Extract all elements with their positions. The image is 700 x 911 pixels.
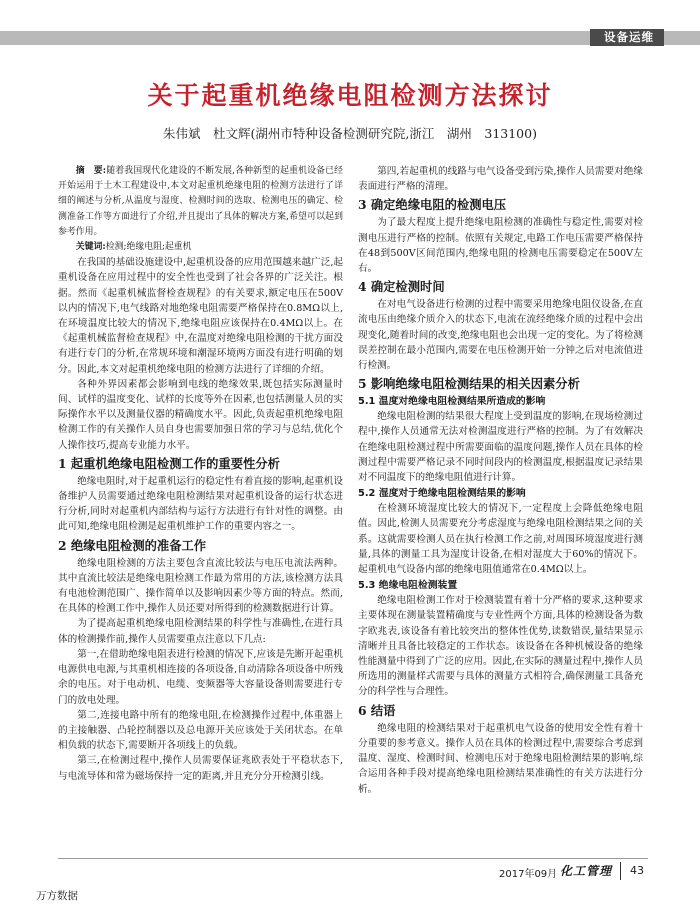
- paragraph: 第三,在检测过程中,操作人员需要保证兆欧表处于平稳状态下,与电流导体和常为磁场保持一定的距离,并且充分分开检测引线。: [58, 755, 343, 782]
- article-title: 关于起重机绝缘电阻检测方法探讨: [147, 81, 553, 110]
- footer-date: 2017年09月: [499, 869, 558, 880]
- section-heading: 3 确定绝缘电阻的检测电压: [358, 197, 507, 213]
- page-number: 43: [630, 864, 644, 877]
- keywords-text: 检测;绝缘电阻;起重机: [105, 242, 192, 253]
- paragraph: 绝缘电阻检测的结果很大程度上受到温度的影响,在现场检测过程中,操作人员通常无法对检测温度进行严格的控制。为了有效解决在绝缘电阻检测过程中所需要面临的温度问题,操作人员在具体的检测过程中需要严格记录不同时间段内的检测温度,根据温度记录结果对不同温度下的绝缘电阻值进行计算。: [358, 411, 643, 484]
- paragraph: 绝缘电阻时,对于起重机运行的稳定性有着直接的影响,起重机设备维护人员需要通过绝缘电阻检测结果对起重机设备的运行状态进行分析,同时对起重机内部结构与运行方法进行有针对性的调整。由此可知,绝缘电阻检测是起重机维护工作的重要内容之一。: [58, 475, 343, 533]
- section-heading: 6 结语: [358, 702, 396, 718]
- section-heading: 1 起重机绝缘电阻检测工作的重要性分析: [58, 455, 280, 471]
- paragraph: 为了提高起重机绝缘电阻检测结果的科学性与准确性,在进行具体的检测操作前,操作人员需要重点注意以下几点:: [58, 618, 343, 645]
- footer-rule: [58, 858, 648, 859]
- footer-separator: [620, 862, 621, 880]
- paragraph: 绝缘电阻的检测结果对于起重机电气设备的使用安全性有着十分重要的参考意义。操作人员在具体的检测过程中,需要综合考虑到温度、湿度、检测时间、检测电压对于绝缘电阻检测结果的影响,综合运用各种手段对提高绝缘电阻检测结果准确性的有关方法进行分析。: [358, 722, 643, 795]
- watermark-text: 万方数据: [36, 890, 78, 902]
- section-heading: 5 影响绝缘电阻检测结果的相关因素分析: [358, 376, 580, 392]
- abstract-text: 随着我国现代化建设的不断发展,各种新型的起重机设备已经开始运用于土木工程建设中,本文对起重机绝缘电阻的检测方法进行了详细的阐述与分析,从温度与湿度、检测时间的选取、检测电压的确定、检测准备工作等方面进行了介绍,并且提出了具体的解决方案,希望可以起到参考作用。: [58, 166, 343, 237]
- section-heading: 4 确定检测时间: [358, 279, 445, 295]
- paragraph: 绝缘电阻检测的方法主要包含直流比较法与电压电流法两种。其中直流比较法是绝缘电阻检测工作最为常用的方法,该检测方法具有电池检测范围广、操作简单以及影响因素少等方面的特点。然而,在具体的检测工作中,操作人员还要对所得到的检测数据进行计算。: [58, 557, 343, 615]
- keywords-label: 关键词:: [75, 242, 106, 253]
- left-body: [58, 255, 343, 784]
- paragraph: 在检测环境湿度比较大的情况下,一定程度上会降低绝缘电阻值。因此,检测人员需要充分考虑湿度与绝缘电阻检测结果之间的关系。这就需要检测人员在执行检测工作之前,对周围环境湿度进行测量,具体的测量工具为湿度计设备,在相对湿度大于60%的情况下。起重机电气设备内部的绝缘电阻值通常在0.4MΩ以上。: [358, 503, 643, 576]
- subsection-heading: 5.1 温度对绝缘电阻检测结果所造成的影响: [358, 396, 546, 408]
- paragraph: 在对电气设备进行检测的过程中需要采用绝缘电阻仪设备,在直流电压由绝缘介质介入的状态下,电流在流经绝缘介质的过程中会出现变化,随着时间的改变,绝缘电阻也会出现一定的变化。为了将检测误差控制在最小范围内,需要在电压检测开始一分钟之后对电流值进行检测。: [358, 299, 643, 372]
- article-authors: 朱伟斌 杜文辉(湖州市特种设备检测研究院,浙江 湖州 313100): [163, 126, 537, 141]
- section-tag: 设备运维: [590, 29, 664, 46]
- paragraph: 在我国的基础设施建设中,起重机设备的应用范围越来越广泛,起重机设备在应用过程中的安全性也受到了社会各界的广泛关注。根据。然而《起重机械监督检查规程》的有关要求,额定电压在500V以内的情况下,电气线路对地绝缘电阻需要严格保持在0.8MΩ以上,在环境温度比较大的情况下,绝缘电阻应该保持在0.4MΩ以上。在《起重机械监督检查规程》中,在温度对绝缘电阻检测的干扰方面没有进行专门的分析,在常规环境和潮湿环境两方面没有进行明确的划分。因此,本文对起重机绝缘电阻的检测方法进行了详细的介绍。: [58, 257, 343, 375]
- section-heading: 2 绝缘电阻检测的准备工作: [58, 537, 207, 553]
- abstract-label: 摘 要:: [75, 166, 107, 176]
- paragraph: 绝缘电阻检测工作对于检测装置有着十分严格的要求,这种要求主要体现在测量装置精确度与专业性两个方面,具体的检测设备为数字欧兆表,该设备有着比较突出的整体性优势,读数错误,量结果显示清晰并且具备比较稳定的工作状态。该设备在各种机械设备的绝缘性能测量中得到了广泛的应用。因此,在实际的测量过程中,操作人员所选用的测量样式需要与具体的测量方式相符合,确保测量工具备充分的科学性与合理性。: [358, 595, 643, 698]
- subsection-heading: 5.3 绝缘电阻检测装置: [358, 580, 458, 592]
- paragraph: 第四,若起重机的线路与电气设备受到污染,操作人员需要对绝缘表面进行严格的清理。: [358, 166, 643, 193]
- abstract: [58, 164, 343, 240]
- paragraph: 第一,在借助绝缘电阻表进行检测的情况下,应该是先断开起重机电源供电电源,与其重机相连接的各项设备,自动清除各项设备中所残余的电压。对于电动机、电缆、变频器等大容量设备则需要进行专门的放电处理。: [58, 648, 343, 706]
- paragraph: 各种外界因素都会影响到电线的绝缘效果,既包括实际测量时间、试样的温度变化、试样的长度等外在因素,也包括测量人员的实际操作水平以及测量仪器的精确度水平。因此,负责起重机绝缘电阻检测工作的有关操作人员自身也需要加强日常的学习与总结,优化个人操作技巧,提高专业能力水平。: [58, 378, 343, 451]
- magazine-logo: 化工管理: [560, 864, 613, 878]
- keywords: [58, 240, 343, 255]
- subsection-heading: 5.2 湿度对于绝缘电阻检测结果的影响: [358, 488, 526, 500]
- right-body: [358, 164, 643, 797]
- left-column: [58, 164, 343, 784]
- paragraph: 第二,连接电路中所有的绝缘电阻,在检测操作过程中,体重器上的主接触器、凸轮控制器以及总电源开关应该处于关闭状态。在单相负载的状态下,需要断开各项线上的负载。: [58, 709, 343, 752]
- right-column: [358, 164, 643, 797]
- paragraph: 为了最大程度上提升绝缘电阻检测的准确性与稳定性,需要对检测电压进行严格的控制。依照有关规定,电路工作电压需要严格保持在48到500V区间范围内,绝缘电阻的检测电压需要稳定在500V左右。: [358, 217, 643, 275]
